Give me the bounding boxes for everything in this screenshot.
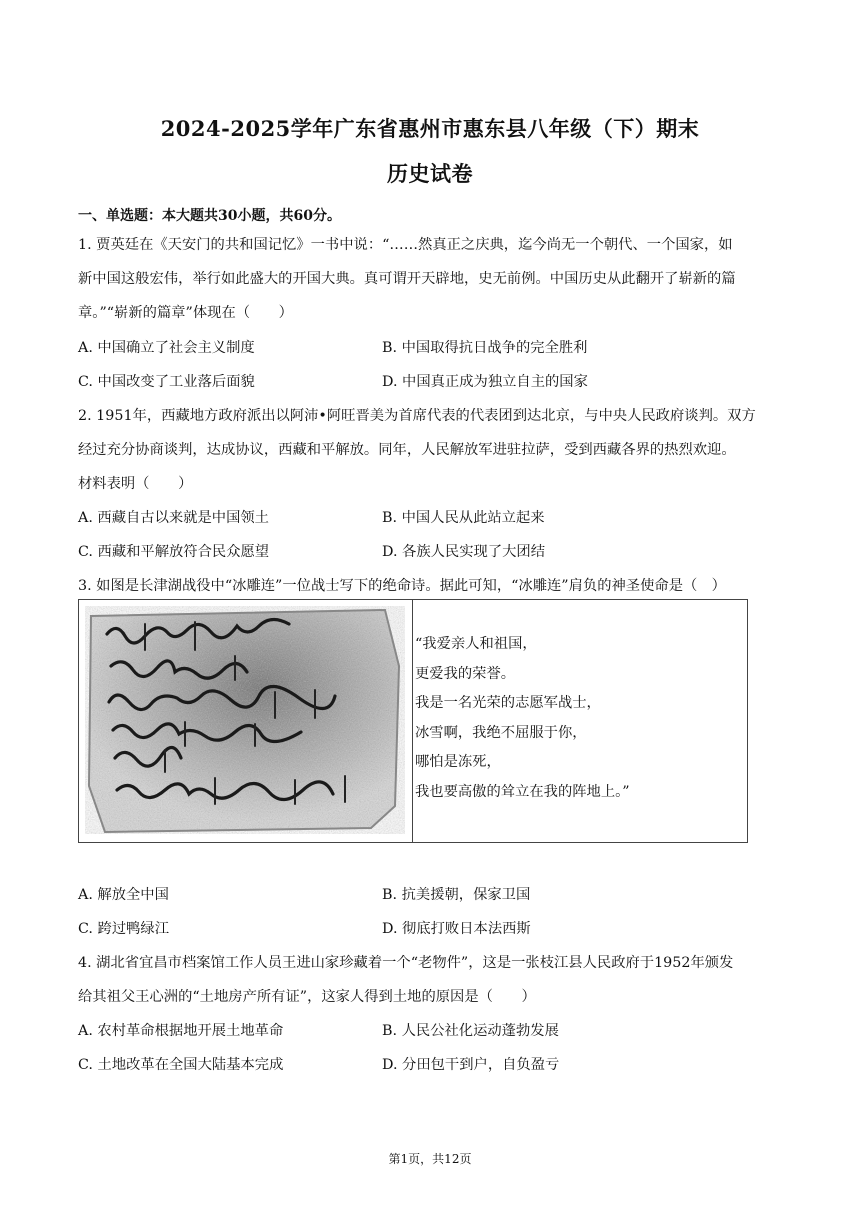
poem-figure-table [78, 599, 748, 843]
section-heading: 一、单选题：本大题共30小题，共60分。 [78, 208, 341, 224]
handwritten-poem-photo [85, 606, 405, 834]
question-1-option-c: C. 中国改变了工业落后面貌 [78, 374, 255, 390]
poem-line-4: 冰雪啊，我绝不屈服于你， [415, 724, 587, 741]
handwritten-poem-photo-cell [79, 600, 413, 842]
question-2-line-2: 经过充分协商谈判，达成协议，西藏和平解放。同年，人民解放军进驻拉萨，受到西藏各界的热烈欢迎。 [78, 442, 736, 458]
question-1-line-2: 新中国这般宏伟，举行如此盛大的开国大典。真可谓开天辟地，史无前例。中国历史从此翻开了崭新的篇 [78, 271, 736, 287]
question-4-line-2: 给其祖父王心洲的“土地房产所有证”，这家人得到土地的原因是（ ） [78, 989, 536, 1005]
question-3-option-b: B. 抗美援朝，保家卫国 [382, 887, 531, 903]
question-2-line-3: 材料表明（ ） [78, 476, 193, 492]
poem-line-5: 哪怕是冻死， [415, 754, 501, 770]
question-3-option-c: C. 跨过鸭绿江 [78, 921, 170, 937]
question-1-option-b: B. 中国取得抗日战争的完全胜利 [382, 340, 588, 356]
question-2-option-b: B. 中国人民从此站立起来 [382, 510, 545, 526]
question-3-line-1: 3. 如图是长津湖战役中“冰雕连”一位战士写下的绝命诗。据此可知，“冰雕连”肩负的神圣使命是（ ） [78, 578, 726, 594]
question-2-option-a: A. 西藏自古以来就是中国领土 [78, 510, 269, 526]
poem-line-3: 我是一名光荣的志愿军战士， [415, 695, 601, 711]
question-3-option-d: D. 彻底打败日本法西斯 [382, 921, 531, 937]
page-footer: 第1页，共12页 [388, 1152, 472, 1166]
poem-line-2: 更爱我的荣誉。 [415, 665, 516, 682]
question-2-option-c: C. 西藏和平解放符合民众愿望 [78, 544, 270, 560]
question-1-option-d: D. 中国真正成为独立自主的国家 [382, 374, 588, 390]
poem-line-1: “我爱亲人和祖国， [415, 636, 537, 652]
question-2-option-d: D. 各族人民实现了大团结 [382, 544, 546, 560]
question-4-option-d: D. 分田包干到户，自负盈亏 [382, 1057, 560, 1073]
question-1-line-3: 章。”“崭新的篇章”体现在（ ） [78, 305, 293, 321]
question-4-line-1: 4. 湖北省宜昌市档案馆工作人员王进山家珍藏着一个“老物件”，这是一张枝江县人民政府于1952年颁发 [78, 955, 734, 971]
question-4-option-b: B. 人民公社化运动蓬勃发展 [382, 1023, 559, 1039]
question-1-line-1: 1. 贾英廷在《天安门的共和国记忆》一书中说：“……然真正之庆典，迄今尚无一个朝代、一个国家，如 [78, 237, 733, 253]
poem-text [415, 630, 630, 807]
question-1-option-a: A. 中国确立了社会主义制度 [78, 340, 255, 356]
poem-line-6: 我也要高傲的耸立在我的阵地上。” [415, 783, 630, 800]
question-3-option-a: A. 解放全中国 [78, 887, 169, 903]
question-2-line-1: 2. 1951年，西藏地方政府派出以阿沛•阿旺晋美为首席代表的代表团到达北京，与中央人民政府谈判。双方 [78, 408, 756, 424]
exam-subtitle: 历史试卷 [387, 161, 473, 186]
question-4-option-c: C. 土地改革在全国大陆基本完成 [78, 1057, 284, 1073]
question-4-option-a: A. 农村革命根据地开展土地革命 [78, 1023, 284, 1039]
exam-title: 2024-2025学年广东省惠州市惠东县八年级（下）期末 [160, 116, 700, 141]
